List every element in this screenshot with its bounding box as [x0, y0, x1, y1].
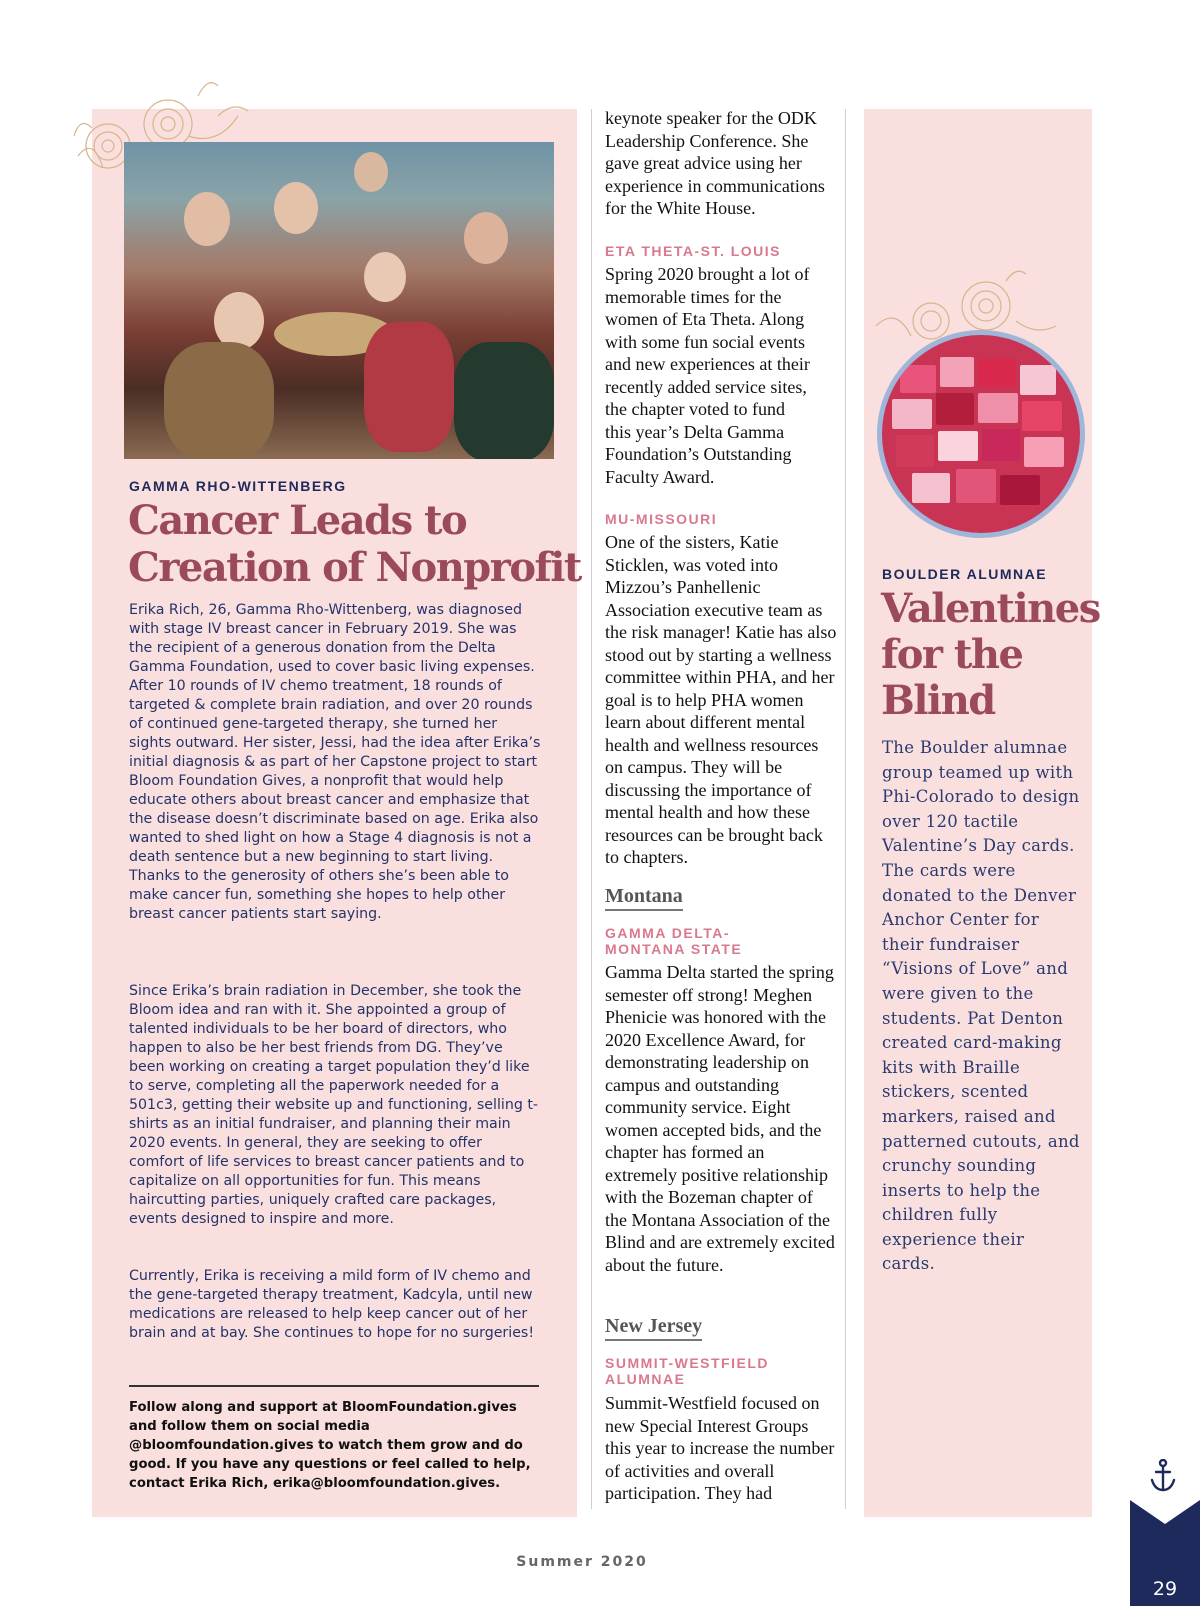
left-article-paragraph-2: Since Erika’s brain radiation in December, she took the Bloom idea and ran with it. She appointed a group of talented individuals to be her board of directors, who happen to also be her best friends from DG. They’ve been working on creating a target population they’d like to serve, completing all the paperwork needed for a 501c3, getting their website up and functioning, selling t-shirts as an initial fundraiser, and planning their main 2020 events. In general, they are seeking to offer comfort of life services to breast cancer patients and to capitalize on all opportunities for fun. This means haircutting parties, uniquely crafted care packages, events designed to inspire and more. [129, 983, 539, 1227]
eta-theta-eyebrow: ETA THETA-ST. LOUIS [605, 243, 782, 259]
left-article-paragraph-1: Erika Rich, 26, Gamma Rho-Wittenberg, was diagnosed with stage IV breast cancer in February 2019. She was the recipient of a generous donation from the Delta Gamma Foundation, used to cover basic living expenses. After 10 rounds of IV chemo treatment, 18 rounds of targeted & complete brain radiation, and over 20 rounds of continued gene-targeted therapy, she turned her sights outward. Her sister, Jessi, had the idea after Erika’s initial diagnosis & as part of her Capstone project to start Bloom Foundation Gives, a nonprofit that would help educate others about breast cancer and emphasize that the disease doesn’t discriminate based on age. Erika also wanted to shed light on how a Stage 4 diagnosis is not a death sentence but a new beginning to start living. Thanks to the generosity of others she’s been able to make cancer fun, something she hopes to help other breast cancer patients start saying. [129, 602, 541, 922]
right-article-headline-line1: Valentines [881, 585, 1100, 632]
mu-missouri-eyebrow: MU-MISSOURI [605, 511, 718, 527]
gamma-delta-text: Gamma Delta started the spring semester off strong! Meghen Phenicie was honored with the 2020 Excellence Award, for demonstrating leadership on campus and outstanding community service. Eight women accepted bids, and the chapter has formed an extremely positive relationship with the Bozeman chapter of the Montana Association of the Blind and are extremely excited about the future. [605, 962, 835, 1275]
right-article-text: The Boulder alumnae group teamed up with Phi-Colorado to design over 120 tactile Valentine’s Day cards. The cards were donated to the Denver Anchor Center for their fundraiser “Visions of Love” and were given to the students. Pat Denton created card-making kits with Braille stickers, scented markers, raised and patterned cutouts, and crunchy sounding inserts to help the children fully experience their cards. [882, 738, 1080, 1274]
middle-intro-text: keynote speaker for the ODK Leadership Conference. She gave great advice using her experience in communications for the White House. [605, 108, 825, 218]
summit-westfield-eyebrow-line2: ALUMNAE [605, 1371, 686, 1387]
right-article-eyebrow: BOULDER ALUMNAE [882, 566, 1048, 582]
left-article-headline-line2: Creation of Nonprofit [128, 544, 581, 591]
follow-along-text: Follow along and support at BloomFoundation.gives and follow them on social media @bloomfoundation.gives to watch them grow and do good. If you have any questions or feel called to help, contact Erika Rich, erika@bloomfoundation.gives. [129, 1400, 531, 1491]
valentine-cards-photo [877, 330, 1085, 538]
left-article-paragraph-3: Currently, Erika is receiving a mild form of IV chemo and the gene-targeted therapy treatment, Kadcyla, until new medications are released to help keep cancer out of her brain and at bay. She continues to hope for no surgeries! [129, 1268, 535, 1341]
summit-westfield-eyebrow-line1: SUMMIT-WESTFIELD [605, 1355, 769, 1371]
left-article-headline-line1: Cancer Leads to [128, 497, 467, 544]
column-divider-left [591, 109, 592, 1509]
state-heading-new-jersey: New Jersey [605, 1315, 702, 1341]
summit-westfield-text: Summit-Westfield focused on new Special Interest Groups this year to increase the number of activities and overall participation. They had [605, 1393, 835, 1503]
anchor-icon [1149, 1459, 1177, 1493]
eta-theta-text: Spring 2020 brought a lot of memorable times for the women of Eta Theta. Along with some fun social events and new experiences at their recently added service sites, the chapter voted to fund this year’s Delta Gamma Foundation’s Outstanding Faculty Award. [605, 264, 810, 487]
left-article-rule [129, 1385, 539, 1387]
issue-footer: Summer 2020 [516, 1554, 648, 1570]
right-article-headline-line3: Blind [881, 677, 995, 724]
left-article-eyebrow: GAMMA RHO-WITTENBERG [129, 478, 347, 494]
gamma-delta-eyebrow-line1: GAMMA DELTA- [605, 925, 731, 941]
right-article-headline-line2: for the [881, 631, 1023, 678]
page-number: 29 [1152, 1578, 1178, 1600]
mu-missouri-text: One of the sisters, Katie Sticklen, was voted into Mizzou’s Panhellenic Association executive team as the risk manager! Katie has also stood out by starting a wellness committee within PHA, and her goal is to help PHA women learn about different mental health and wellness resources on campus. They will be discussing the importance of mental health and how these resources can be brought back to chapters. [605, 532, 837, 867]
column-divider-right [845, 109, 846, 1509]
state-heading-montana: Montana [605, 885, 683, 911]
group-photo [124, 142, 554, 459]
gamma-delta-eyebrow-line2: MONTANA STATE [605, 941, 743, 957]
